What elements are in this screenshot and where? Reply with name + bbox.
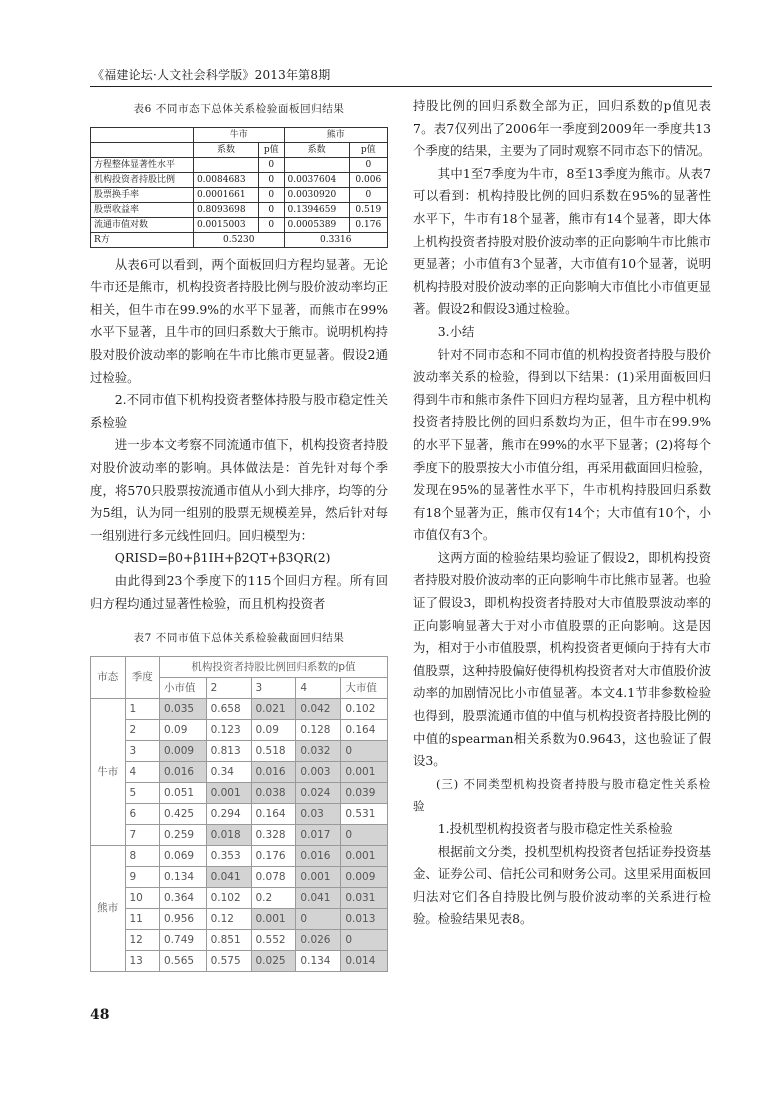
table7-pvalue-cell: 0.658 — [206, 698, 251, 719]
table6-cell: 0.519 — [349, 202, 387, 217]
table7-pvalue-cell: 0.03 — [296, 803, 341, 824]
table6-cell: 0.006 — [349, 172, 387, 187]
table7-quarter-cell: 2 — [125, 719, 160, 740]
table6-sub-header: p值 — [349, 142, 387, 157]
table6-bear-header: 熊市 — [284, 127, 387, 142]
table6-cell: 0.0005389 — [284, 217, 349, 232]
table6-row — [91, 187, 388, 202]
page-number: 48 — [90, 1007, 110, 1023]
body-paragraph: 这两方面的检验结果均验证了假设2，即机构投资者持股对股价波动率的正向影响牛市比熊市显著。也验证了假设3，即机构投资者持股对大市值股票波动率的正向影响显著大于对小市值股票的正向影响。这是因为，相对于小市值股票，机构投资者更倾向于持有大市值股票，这种持股偏好使得机构投资者对大市值股价波动率的加剧情况比小市值显著。本文4.1节非参数检验也得到，股票流通市值的中值与机构投资者持股比例的中值的spearman相关系数为0.9643，这也验证了假设3。 — [413, 549, 711, 769]
table7-pvalue-cell: 0.038 — [251, 782, 296, 803]
body-paragraph: 持股比例的回归系数全部为正，回归系数的p值见表7。表7仅列出了2006年一季度到2009年一季度共13个季度的结果，主要为了同时观察不同市态下的情况。 — [413, 98, 711, 159]
table7-quarter-header: 季度 — [125, 656, 160, 698]
table6-cell: 0.0001661 — [193, 187, 258, 202]
table7-pvalue-cell: 0.032 — [296, 740, 341, 761]
table6-caption: 表6 不同市态下总体关系检验面板回归结果 — [133, 103, 345, 115]
table7-sub-header: 3 — [251, 677, 296, 698]
table7-row — [91, 803, 388, 824]
table7-row — [91, 845, 388, 866]
table6-cell: 0 — [259, 172, 284, 187]
table7 — [90, 656, 388, 972]
table7-pvalue-cell: 0.035 — [160, 698, 207, 719]
table7-quarter-cell: 13 — [125, 950, 160, 971]
table7-pvalue-cell: 0.09 — [160, 719, 207, 740]
table7-quarter-cell: 3 — [125, 740, 160, 761]
table7-pvalue-cell: 0.021 — [251, 698, 296, 719]
table7-header-row — [91, 656, 388, 677]
table6-bull-header: 牛市 — [193, 127, 284, 142]
table7-pvalue-cell: 0.018 — [206, 824, 251, 845]
section-heading: 1.投机型机构投资者与股市稳定性关系检验 — [437, 821, 673, 836]
table7-pvalue-cell: 0 — [296, 908, 341, 929]
table7-pvalue-cell: 0.041 — [206, 866, 251, 887]
table7-pvalue-cell: 0.565 — [160, 950, 207, 971]
body-paragraph: 进一步本文考察不同流通市值下，机构投资者持股对股价波动率的影响。具体做法是：首先针对每个季度，将570只股票按流通市值从小到大排序，均等的分为5组，认为同一组别的股票无规模差异，然后针对每一组别进行多元线性回归。回归模型为： — [90, 437, 388, 543]
running-header: 《福建论坛·人文社会科学版》2013年第8期 — [92, 68, 331, 82]
table7-pvalue-cell: 0.026 — [296, 929, 341, 950]
table6-row-label: 股票换手率 — [91, 187, 194, 202]
table7-pvalue-cell: 0.552 — [251, 929, 296, 950]
table7-pvalue-cell: 0.025 — [251, 950, 296, 971]
table7-caption: 表7 不同市值下总体关系检验截面回归结果 — [133, 632, 345, 645]
table7-pvalue-cell: 0.2 — [251, 887, 296, 908]
table7-pvalue-cell: 0 — [341, 824, 388, 845]
table7-pvalue-cell: 0.328 — [251, 824, 296, 845]
table6-sub-header: p值 — [259, 142, 284, 157]
table6-r2-bear: 0.3316 — [284, 232, 387, 247]
table7-pvalue-cell: 0.001 — [206, 782, 251, 803]
table7-pvalue-cell: 0.749 — [160, 929, 207, 950]
table7-pvalue-cell: 0.039 — [341, 782, 388, 803]
table7-pvalue-cell: 0.851 — [206, 929, 251, 950]
table7-pvalue-cell: 0.078 — [251, 866, 296, 887]
table6-sub-header-row — [91, 142, 388, 157]
table6-row — [91, 157, 388, 172]
table7-pvalue-cell: 0.016 — [296, 845, 341, 866]
table7-pvalue-cell: 0.164 — [341, 719, 388, 740]
table7-pvalue-cell: 0.016 — [160, 761, 207, 782]
body-paragraph: 其中1至7季度为牛市，8至13季度为熊市。从表7可以看到：机构持股比例的回归系数在95%的显著性水平下，牛市有18个显著，熊市有14个显著，即大体上机构投资者持股对股价波动率的正向影响牛市比熊市更显著；小市值有3个显著，大市值有10个显著，说明机构持股对股价波动率的正向影响大市值比小市值更显著。假设2和假设3通过检验。 — [413, 165, 711, 317]
table7-pvalue-cell: 0.34 — [206, 761, 251, 782]
section-heading: (三) 不同类型机构投资者持股与股市稳定性关系检验 — [413, 776, 711, 814]
table7-quarter-cell: 7 — [125, 824, 160, 845]
table7-pvalue-cell: 0.531 — [341, 803, 388, 824]
table7-pvalue-cell: 0.575 — [206, 950, 251, 971]
table7-quarter-cell: 10 — [125, 887, 160, 908]
table7-row — [91, 740, 388, 761]
table6-cell — [284, 157, 349, 172]
table6-row-label: 股票收益率 — [91, 202, 194, 217]
table6-group-header-row — [91, 127, 388, 142]
table7-pvalue-cell: 0.001 — [296, 866, 341, 887]
table7-pvalue-cell: 0.176 — [251, 845, 296, 866]
table7-pvalue-cell: 0.259 — [160, 824, 207, 845]
left-column — [90, 95, 388, 972]
table6-cell — [193, 157, 258, 172]
table6-row — [91, 172, 388, 187]
regression-formula: QRISD=β0+β1IH+β2QT+β3QR(2) — [114, 550, 331, 566]
section-heading: 3.小结 — [437, 323, 475, 339]
table7-row — [91, 761, 388, 782]
table7-row — [91, 824, 388, 845]
table6-cell: 0 — [349, 157, 387, 172]
header-rule — [90, 86, 712, 87]
table7-sub-header: 4 — [296, 677, 341, 698]
table7-pvalue-cell: 0.813 — [206, 740, 251, 761]
table7-pvalue-cell: 0.518 — [251, 740, 296, 761]
table7-pvalue-cell: 0.353 — [206, 845, 251, 866]
table7-pvalue-cell: 0.001 — [251, 908, 296, 929]
table7-row — [91, 908, 388, 929]
table7-quarter-cell: 12 — [125, 929, 160, 950]
table6-row-label: 方程整体显著性水平 — [91, 157, 194, 172]
table7-row — [91, 719, 388, 740]
table7-pvalue-cell: 0.956 — [160, 908, 207, 929]
table7-quarter-cell: 11 — [125, 908, 160, 929]
table7-pvalue-cell: 0.014 — [341, 950, 388, 971]
table7-quarter-cell: 6 — [125, 803, 160, 824]
table7-sub-header: 大市值 — [341, 677, 388, 698]
table7-pvalue-cell: 0.042 — [296, 698, 341, 719]
table7-sub-header: 2 — [206, 677, 251, 698]
table6-cell: 0 — [259, 187, 284, 202]
table7-quarter-cell: 4 — [125, 761, 160, 782]
table7-pvalue-cell: 0.024 — [296, 782, 341, 803]
table6-row-label: 流通市值对数 — [91, 217, 194, 232]
table7-pvalue-cell: 0.013 — [341, 908, 388, 929]
body-paragraph: 从表6可以看到，两个面板回归方程均显著。无论牛市还是熊市，机构投资者持股比例与股价波动率均正相关，但牛市在99.9%的水平下显著，而熊市在99%水平下显著，且牛市的回归系数大于熊市。说明机构持股对股价波动率的影响在牛市比熊市更显著。假设2通过检验。 — [90, 256, 388, 385]
table7-row — [91, 929, 388, 950]
table7-sub-header: 小市值 — [160, 677, 207, 698]
table7-pvalue-cell: 0 — [341, 929, 388, 950]
table7-group-header: 机构投资者持股比例回归系数的p值 — [160, 656, 388, 677]
table7-row — [91, 698, 388, 719]
table6-cell: 0 — [259, 157, 284, 172]
table6-cell: 0.0030920 — [284, 187, 349, 202]
table7-pvalue-cell: 0.009 — [341, 866, 388, 887]
table6-row-label: R方 — [91, 232, 194, 247]
table7-quarter-cell: 1 — [125, 698, 160, 719]
body-paragraph: 针对不同市态和不同市值的机构投资者持股与股价波动率关系的检验，得到以下结果：(1)采用面板回归得到牛市和熊市条件下回归方程均显著，且方程中机构投资者持股比例的回归系数均为正，但牛市在99.9%的水平下显著，熊市在99%的水平下显著；(2)将每个季度下的股票按大小市值分组，再采用截面回归检验，发现在95%的显著性水平下，牛市机构持股回归系数有18个显著为正，熊市仅有14个；大市值有10个，小市值仅有3个。 — [413, 346, 711, 543]
table7-quarter-cell: 9 — [125, 866, 160, 887]
table6-corner — [91, 142, 194, 157]
table6-cell: 0 — [259, 202, 284, 217]
table7-pvalue-cell: 0.041 — [296, 887, 341, 908]
table7-pvalue-cell: 0 — [341, 740, 388, 761]
table6-row — [91, 202, 388, 217]
table6-row — [91, 217, 388, 232]
table7-pvalue-cell: 0.031 — [341, 887, 388, 908]
table7-row — [91, 950, 388, 971]
table6-cell: 0.0084683 — [193, 172, 258, 187]
table7-pvalue-cell: 0.051 — [160, 782, 207, 803]
table7-pvalue-cell: 0.134 — [296, 950, 341, 971]
table6-cell: 0.1394659 — [284, 202, 349, 217]
table7-pvalue-cell: 0.102 — [206, 887, 251, 908]
table7-pvalue-cell: 0.001 — [341, 761, 388, 782]
right-column — [413, 95, 711, 931]
table7-pvalue-cell: 0.294 — [206, 803, 251, 824]
body-paragraph: 由此得到23个季度下的115个回归方程。所有回归方程均通过显著性检验，而且机构投资者 — [90, 572, 388, 611]
table7-row — [91, 866, 388, 887]
table6-sub-header: 系数 — [193, 142, 258, 157]
table7-pvalue-cell: 0.425 — [160, 803, 207, 824]
table7-pvalue-cell: 0.123 — [206, 719, 251, 740]
table6-cell: 0.8093698 — [193, 202, 258, 217]
table7-pvalue-cell: 0.364 — [160, 887, 207, 908]
table7-pvalue-cell: 0.164 — [251, 803, 296, 824]
body-paragraph: 根据前文分类，投机型机构投资者包括证券投资基金、证券公司、信托公司和财务公司。这里采用面板回归法对它们各自持股比例与股价波动率的关系进行检验。检验结果见表8。 — [413, 843, 711, 927]
table7-bull-label: 牛市 — [91, 698, 126, 845]
table6-cell: 0.0037604 — [284, 172, 349, 187]
table7-pvalue-cell: 0.016 — [251, 761, 296, 782]
table6-r2-bull: 0.5230 — [193, 232, 284, 247]
table6-cell: 0.176 — [349, 217, 387, 232]
table7-pvalue-cell: 0.12 — [206, 908, 251, 929]
table6-row-label: 机构投资者持股比例 — [91, 172, 194, 187]
table7-pvalue-cell: 0.102 — [341, 698, 388, 719]
table7-quarter-cell: 5 — [125, 782, 160, 803]
table7-row — [91, 782, 388, 803]
table7-body — [91, 656, 388, 971]
table7-market-header: 市态 — [91, 656, 126, 698]
section-heading: 2.不同市值下机构投资者整体持股与股市稳定性关系检验 — [90, 392, 388, 430]
table7-quarter-cell: 8 — [125, 845, 160, 866]
table7-pvalue-cell: 0.009 — [160, 740, 207, 761]
table7-pvalue-cell: 0.09 — [251, 719, 296, 740]
table7-pvalue-cell: 0.069 — [160, 845, 207, 866]
table6-r2-row — [91, 232, 388, 247]
table6-cell: 0 — [259, 217, 284, 232]
table7-pvalue-cell: 0.134 — [160, 866, 207, 887]
table6-sub-header: 系数 — [284, 142, 349, 157]
table6-cell: 0.0015003 — [193, 217, 258, 232]
table7-row — [91, 887, 388, 908]
table7-pvalue-cell: 0.001 — [341, 845, 388, 866]
table7-bear-label: 熊市 — [91, 845, 126, 971]
table7-pvalue-cell: 0.003 — [296, 761, 341, 782]
table6-corner — [91, 127, 194, 142]
table7-pvalue-cell: 0.128 — [296, 719, 341, 740]
table6-cell: 0 — [349, 187, 387, 202]
table7-pvalue-cell: 0.017 — [296, 824, 341, 845]
table6 — [90, 127, 388, 248]
